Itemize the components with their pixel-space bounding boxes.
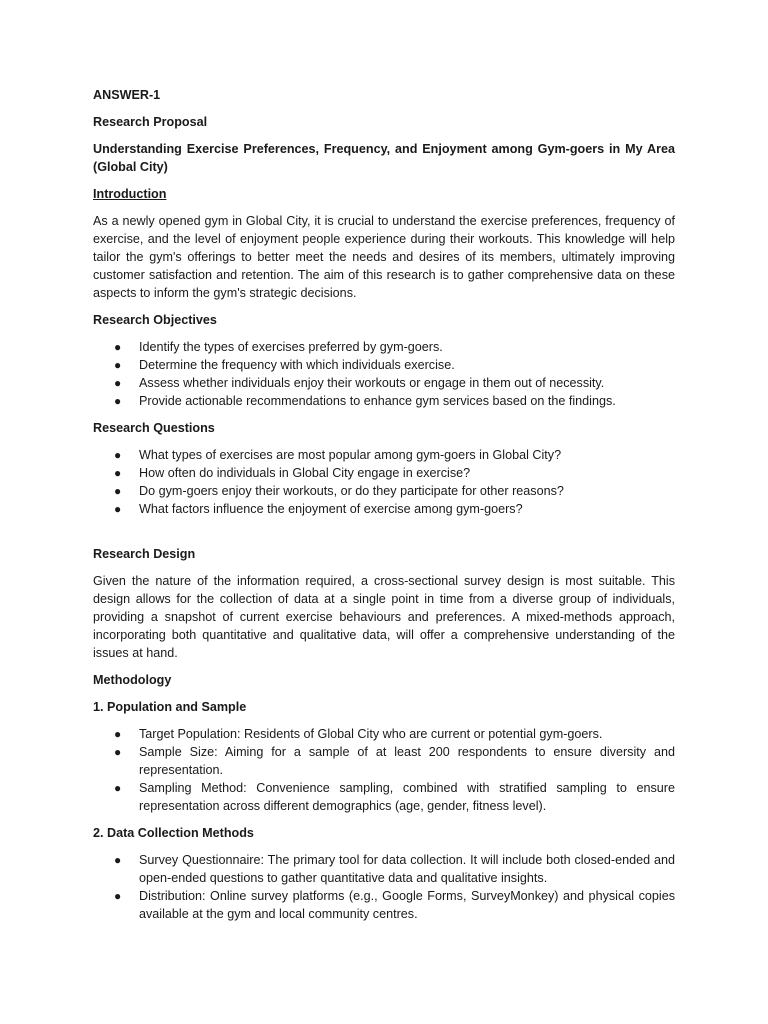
bullet-icon: ● xyxy=(114,340,122,354)
design-heading: Research Design xyxy=(93,547,196,561)
spacer xyxy=(93,527,675,545)
population-heading: 1. Population and Sample xyxy=(93,700,247,714)
bullet-icon: ● xyxy=(114,448,122,462)
list-item: ● Sample Size: Aiming for a sample of at least 200 respondents to ensure diversity and representation. xyxy=(114,745,675,777)
bullet-icon: ● xyxy=(114,853,122,867)
introduction-paragraph: As a newly opened gym in Global City, it is crucial to understand the exercise preferences, frequency of exercise, and the level of enjoyment people experience during their workouts. This knowledge will help tailor the gym's offerings to better meet the needs and desires of its members, ultimately improving customer satisfaction and retention. The aim of this research is to gather comprehensive data on these aspects to inform the gym's strategic decisions. xyxy=(93,214,675,300)
list-item: ● Provide actionable recommendations to enhance gym services based on the findings. xyxy=(114,394,616,408)
bullet-icon: ● xyxy=(114,727,122,741)
bullet-icon: ● xyxy=(114,466,122,480)
questions-heading: Research Questions xyxy=(93,421,215,435)
introduction-heading: Introduction xyxy=(93,187,167,201)
list-item: ● Target Population: Residents of Global City who are current or potential gym-goers. xyxy=(114,727,603,741)
list-item: ● Determine the frequency with which individuals exercise. xyxy=(114,358,455,372)
list-item: ● Identify the types of exercises preferred by gym-goers. xyxy=(114,340,443,354)
answer-label: ANSWER-1 xyxy=(93,88,161,102)
bullet-icon: ● xyxy=(114,781,122,795)
methodology-heading: Methodology xyxy=(93,673,172,687)
list-item: ● Assess whether individuals enjoy their workouts or engage in them out of necessity. xyxy=(114,376,605,390)
bullet-icon: ● xyxy=(114,484,122,498)
objectives-list xyxy=(93,338,675,410)
list-item: ● Do gym-goers enjoy their workouts, or do they participate for other reasons? xyxy=(114,484,564,498)
bullet-icon: ● xyxy=(114,502,122,516)
doc-type-heading: Research Proposal xyxy=(93,115,208,129)
bullet-icon: ● xyxy=(114,376,122,390)
list-item: ● Sampling Method: Convenience sampling, combined with stratified sampling to ensure representation across different demographics (age, gender, fitness level). xyxy=(114,781,675,813)
list-item: ● Survey Questionnaire: The primary tool for data collection. It will include both closed-ended and open-ended questions to gather quantitative data and qualitative insights. xyxy=(114,853,675,885)
design-paragraph: Given the nature of the information required, a cross-sectional survey design is most suitable. This design allows for the collection of data at a single point in time from a diverse group of individuals, providing a snapshot of current exercise behaviours and preferences. A mixed-methods approach, incorporating both quantitative and qualitative data, will offer a comprehensive understanding of the issues at hand. xyxy=(93,574,675,660)
questions-list xyxy=(93,446,675,518)
bullet-icon: ● xyxy=(114,745,122,759)
page-title: Understanding Exercise Preferences, Frequency, and Enjoyment among Gym-goers in My Area (Global City) xyxy=(93,142,675,174)
bullet-icon: ● xyxy=(114,358,122,372)
collection-heading: 2. Data Collection Methods xyxy=(93,826,254,840)
bullet-icon: ● xyxy=(114,394,122,408)
population-list xyxy=(93,725,675,815)
list-item: ● How often do individuals in Global City engage in exercise? xyxy=(114,466,471,480)
list-item: ● What types of exercises are most popular among gym-goers in Global City? xyxy=(114,448,562,462)
list-item: ● Distribution: Online survey platforms (e.g., Google Forms, SurveyMonkey) and physical copies available at the gym and local community centres. xyxy=(114,889,675,921)
list-item: ● What factors influence the enjoyment of exercise among gym-goers? xyxy=(114,502,523,516)
bullet-icon: ● xyxy=(114,889,122,903)
collection-list xyxy=(93,851,675,923)
objectives-heading: Research Objectives xyxy=(93,313,217,327)
document-page xyxy=(93,86,675,932)
